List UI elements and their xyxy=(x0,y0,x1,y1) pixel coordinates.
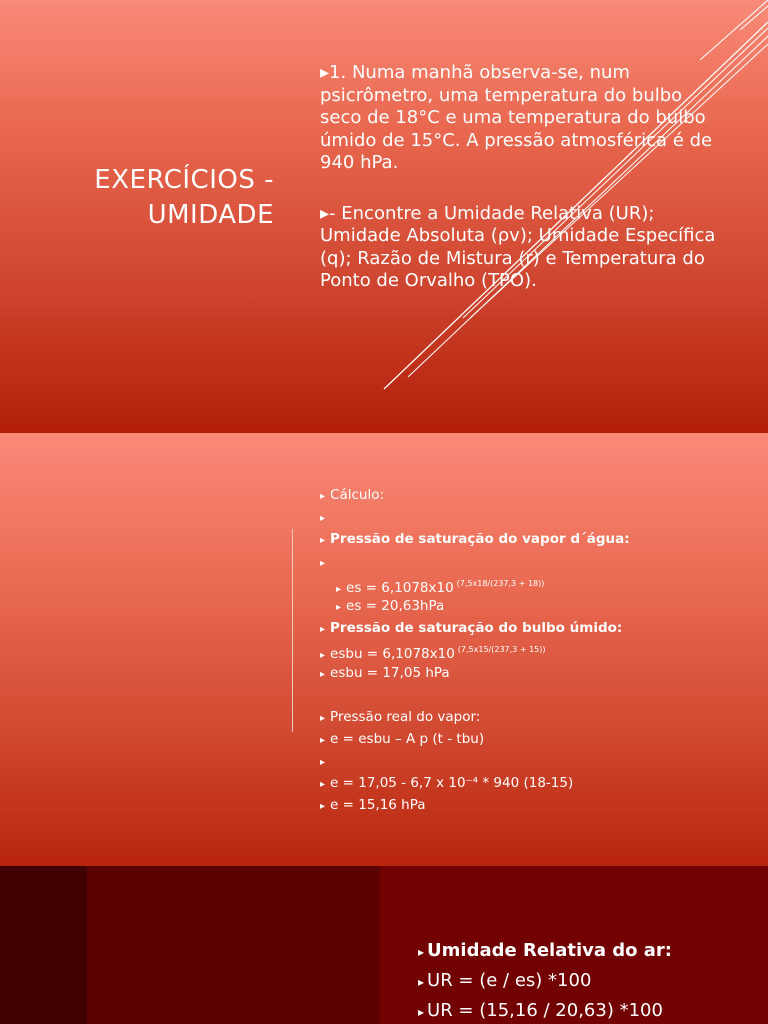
bullet-icon: ▸ xyxy=(320,650,326,662)
list-item: ▸ Pressão de saturação do bulbo úmido: xyxy=(320,620,623,637)
calculation-list xyxy=(320,484,750,817)
divider-line xyxy=(292,529,293,732)
list-item: ▸ esbu = 17,05 hPa xyxy=(320,664,450,681)
slide-title-line-2: UMIDADE xyxy=(147,200,274,230)
list-item xyxy=(320,551,750,573)
spacer xyxy=(320,684,750,706)
list-item: ▸ e = esbu – A p (t - tbu) xyxy=(320,730,485,747)
relative-humidity-list xyxy=(418,936,758,1024)
list-item: ▸ e = 17,05 - 6,7 x 10⁻⁴ * 940 (18-15) xyxy=(320,775,574,792)
bullet-icon: ▸ xyxy=(320,668,326,680)
bullet-icon: ▸ xyxy=(418,1005,425,1019)
exercise-task-text: - Encontre a Umidade Relativa (UR); Umidade Absoluta (ρv); Umidade Específica (q); Razão de Mistura (r) e Temperatura do Ponto de Orvalho (TPO). xyxy=(320,202,716,291)
es-formula: es = 6,1078x10 xyxy=(346,579,454,596)
bullet-icon: ▸ xyxy=(320,779,326,791)
slide-title xyxy=(94,163,274,233)
mid-band xyxy=(87,866,380,1024)
bullet-icon: ▸ xyxy=(320,202,330,224)
slide-1 xyxy=(0,0,768,433)
list-item xyxy=(320,506,750,528)
slide-3 xyxy=(0,866,768,1024)
list-item: ▸ Cálculo: xyxy=(320,487,385,503)
es-exponent: (7,5x18/(237,3 + 18)) xyxy=(456,578,545,588)
slide-2 xyxy=(0,433,768,866)
bullet-icon: ▸ xyxy=(418,945,425,959)
list-item: ▸ UR = (e / es) *100 xyxy=(418,970,592,991)
bullet-icon: ▸ xyxy=(320,624,326,636)
list-item: ▸ es = 20,63hPa xyxy=(336,597,445,614)
list-item xyxy=(320,639,750,661)
esbu-exponent: (7,5x15/(237,3 + 15)) xyxy=(457,645,546,655)
bullet-icon: ▸ xyxy=(320,535,326,547)
bullet-icon: ▸ xyxy=(320,513,326,525)
bullet-icon: ▸ xyxy=(320,801,326,813)
bullet-icon: ▸ xyxy=(336,601,342,613)
exercise-text xyxy=(320,62,720,293)
bullet-icon: ▸ xyxy=(320,757,326,769)
list-item: ▸ UR = (15,16 / 20,63) *100 xyxy=(418,1000,663,1021)
bullet-icon: ▸ xyxy=(336,583,342,595)
bullet-icon: ▸ xyxy=(320,557,326,569)
slide-title-line-1: EXERCÍCIOS - xyxy=(94,165,274,195)
bullet-icon: ▸ xyxy=(320,734,326,746)
bullet-icon: ▸ xyxy=(418,975,425,989)
esbu-formula: esbu = 6,1078x10 xyxy=(330,646,455,663)
exercise-statement xyxy=(320,62,720,175)
list-item: ▸ e = 15,16 hPa xyxy=(320,797,426,814)
dark-band xyxy=(0,866,87,1024)
list-item xyxy=(320,573,750,595)
list-item xyxy=(320,750,750,772)
bullet-icon: ▸ xyxy=(320,491,326,502)
bullet-icon: ▸ xyxy=(320,62,330,83)
exercise-statement-text: 1. Numa manhã observa-se, num psicrômetro, uma temperatura do bulbo seco de 18°C e uma temperatura do bulbo úmido de 15°C. A pressão atmosférica é de 940 hPa. xyxy=(320,62,713,173)
list-item: ▸ Umidade Relativa do ar: xyxy=(418,940,673,961)
list-item: ▸ Pressão real do vapor: xyxy=(320,708,481,725)
list-item: ▸ Pressão de saturação do vapor d´água: xyxy=(320,531,630,548)
exercise-task xyxy=(320,203,720,293)
bullet-icon: ▸ xyxy=(320,712,326,724)
